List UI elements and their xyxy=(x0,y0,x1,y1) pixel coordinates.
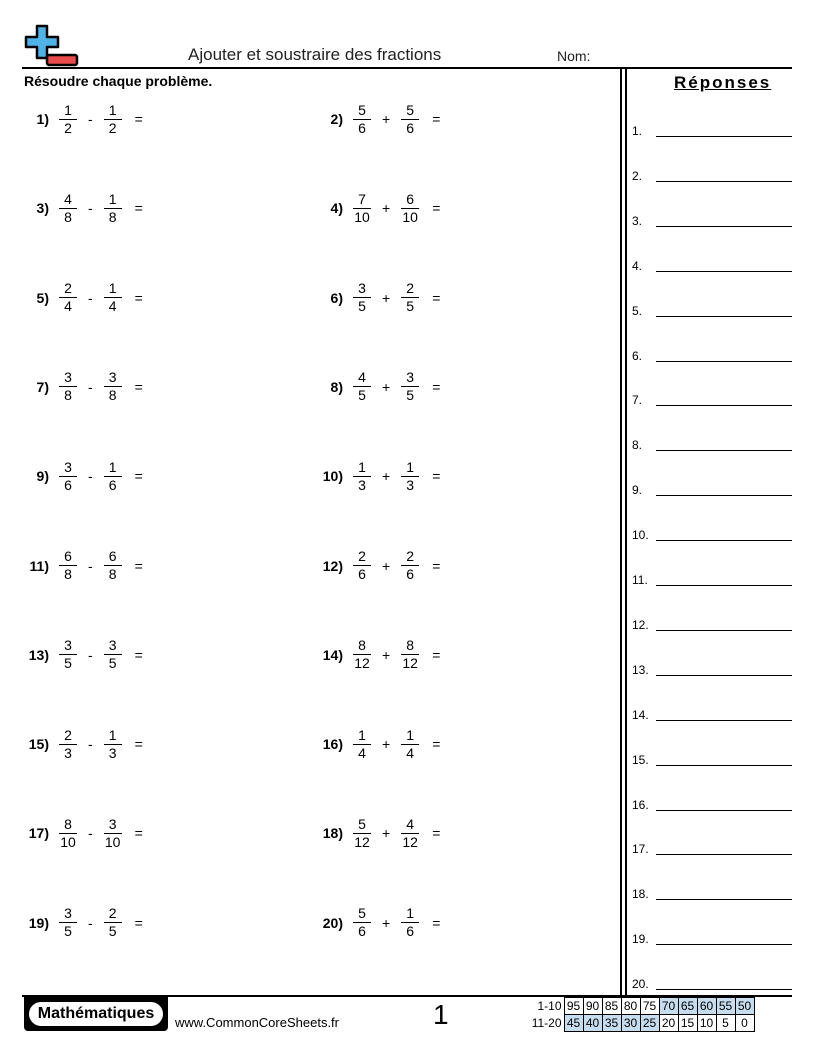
answer-label: 16. xyxy=(632,797,649,812)
operator: + xyxy=(382,736,391,753)
denominator: 12 xyxy=(402,655,418,672)
answer-line-1 xyxy=(632,122,792,138)
fraction xyxy=(58,905,78,940)
operator: + xyxy=(382,289,391,306)
problem-number: 1) xyxy=(36,111,49,127)
score-cell: 5 xyxy=(716,1015,735,1032)
denominator: 3 xyxy=(358,476,366,493)
answer-line-19 xyxy=(632,930,792,946)
problem-number: 2) xyxy=(330,111,343,127)
numerator: 2 xyxy=(108,905,117,922)
score-cell: 70 xyxy=(659,998,678,1015)
denominator: 5 xyxy=(108,655,117,672)
numerator: 1 xyxy=(108,280,117,297)
answer-label: 14. xyxy=(632,707,649,722)
operator: - xyxy=(88,646,93,663)
answer-blank xyxy=(656,765,792,766)
answer-blank xyxy=(656,540,792,541)
problem-19 xyxy=(13,901,143,945)
answer-label: 19. xyxy=(632,932,649,947)
answer-label: 7. xyxy=(632,393,643,408)
denominator: 2 xyxy=(108,119,117,136)
fraction xyxy=(58,459,78,494)
equals-sign: = xyxy=(432,378,441,395)
score-cell: 55 xyxy=(716,998,735,1015)
fraction xyxy=(400,727,420,762)
fraction xyxy=(352,816,372,851)
fraction xyxy=(103,548,123,583)
numerator: 1 xyxy=(108,726,117,743)
fraction xyxy=(352,459,372,494)
answer-blank xyxy=(656,854,792,855)
answer-label: 20. xyxy=(632,977,649,992)
numerator: 8 xyxy=(64,815,72,832)
numerator: 1 xyxy=(108,190,117,207)
numerator: 6 xyxy=(406,190,415,207)
answer-label: 3. xyxy=(632,213,643,228)
equals-sign: = xyxy=(432,736,441,753)
score-cell: 10 xyxy=(697,1015,716,1032)
numerator: 4 xyxy=(406,815,415,832)
answer-label: 5. xyxy=(632,303,643,318)
score-cell: 45 xyxy=(564,1015,583,1032)
answer-line-14 xyxy=(632,706,792,722)
page-number: 1 xyxy=(433,999,449,1030)
score-cell: 60 xyxy=(697,998,716,1015)
fraction xyxy=(103,280,123,315)
operator: + xyxy=(382,468,391,485)
answer-line-18 xyxy=(632,885,792,901)
answer-line-7 xyxy=(632,391,792,407)
answer-blank xyxy=(656,585,792,586)
numerator: 3 xyxy=(108,637,117,654)
numerator: 1 xyxy=(108,458,117,475)
problem-number: 11) xyxy=(29,557,49,574)
answer-blank xyxy=(656,495,792,496)
problem-17 xyxy=(13,811,143,855)
answer-line-9 xyxy=(632,481,792,497)
problem-4 xyxy=(307,186,440,230)
numerator: 2 xyxy=(64,280,72,297)
answer-line-5 xyxy=(632,302,792,318)
operator: - xyxy=(88,914,93,931)
denominator: 2 xyxy=(64,119,72,136)
operator: + xyxy=(382,378,391,395)
equals-sign: = xyxy=(134,200,143,217)
fraction xyxy=(352,905,372,940)
denominator: 8 xyxy=(64,208,72,225)
answer-label: 17. xyxy=(632,842,649,857)
numerator: 2 xyxy=(406,280,415,297)
numerator: 3 xyxy=(64,905,72,922)
problem-number: 10) xyxy=(322,468,343,485)
fraction xyxy=(352,637,372,672)
answer-blank xyxy=(656,899,792,900)
denominator: 6 xyxy=(108,476,117,493)
equals-sign: = xyxy=(134,646,143,663)
fraction xyxy=(352,727,372,762)
numerator: 8 xyxy=(406,637,415,654)
numerator: 5 xyxy=(406,101,415,118)
numerator: 1 xyxy=(108,101,117,118)
operator: + xyxy=(382,914,391,931)
answer-line-12 xyxy=(632,616,792,632)
answer-label: 10. xyxy=(632,528,649,543)
denominator: 6 xyxy=(358,119,366,136)
numerator: 4 xyxy=(358,369,366,386)
fraction xyxy=(352,191,372,226)
problem-9 xyxy=(13,454,143,498)
answer-label: 2. xyxy=(632,168,643,183)
denominator: 10 xyxy=(104,833,121,850)
numerator: 3 xyxy=(108,369,117,386)
operator: - xyxy=(88,825,93,842)
problem-number: 19) xyxy=(28,914,49,931)
equals-sign: = xyxy=(134,468,143,485)
fraction xyxy=(400,459,420,494)
score-cell: 15 xyxy=(678,1015,697,1032)
numerator: 6 xyxy=(108,548,117,564)
problem-number: 8) xyxy=(330,378,343,395)
operator: - xyxy=(88,289,93,306)
problem-number: 15) xyxy=(28,736,49,753)
denominator: 6 xyxy=(64,476,72,493)
numerator: 4 xyxy=(64,190,72,207)
fraction xyxy=(103,102,123,137)
answer-line-4 xyxy=(632,257,792,273)
denominator: 5 xyxy=(358,387,366,404)
subject-badge xyxy=(24,997,168,1031)
problem-13 xyxy=(13,633,143,677)
equals-sign: = xyxy=(134,825,143,842)
problem-6 xyxy=(307,276,440,320)
problem-14 xyxy=(307,633,440,677)
numerator: 8 xyxy=(358,637,366,654)
answer-blank xyxy=(656,226,792,227)
denominator: 5 xyxy=(64,655,72,672)
problem-number: 9) xyxy=(36,468,49,485)
operator: - xyxy=(88,468,93,485)
score-cell: 40 xyxy=(583,1015,602,1032)
answer-line-15 xyxy=(632,751,792,767)
denominator: 8 xyxy=(108,387,117,404)
answer-label: 12. xyxy=(632,617,649,632)
denominator: 8 xyxy=(64,387,72,404)
problem-number: 12) xyxy=(322,557,343,574)
numerator: 6 xyxy=(64,548,72,564)
answer-blank xyxy=(656,450,792,451)
answer-blank xyxy=(656,720,792,721)
fraction xyxy=(103,459,123,494)
instructions: Résoudre chaque problème. xyxy=(24,73,213,89)
answer-blank xyxy=(656,316,792,317)
answer-blank xyxy=(656,361,792,362)
answer-column-divider xyxy=(620,68,622,995)
fraction xyxy=(400,548,420,583)
problem-8 xyxy=(307,365,440,409)
problem-18 xyxy=(307,811,440,855)
equals-sign: = xyxy=(432,468,441,485)
problem-20 xyxy=(307,901,440,945)
answers-title: Réponses xyxy=(674,73,772,92)
header-rule xyxy=(22,67,792,69)
equals-sign: = xyxy=(432,646,441,663)
equals-sign: = xyxy=(134,289,143,306)
problem-7 xyxy=(13,365,143,409)
problem-12 xyxy=(307,544,440,588)
equals-sign: = xyxy=(432,200,441,217)
fraction xyxy=(58,369,78,404)
answer-blank xyxy=(656,944,792,945)
answer-blank xyxy=(656,405,792,406)
fraction xyxy=(400,816,420,851)
footer-url: www.CommonCoreSheets.fr xyxy=(175,1015,339,1030)
numerator: 3 xyxy=(406,369,415,386)
denominator: 4 xyxy=(358,744,366,761)
answer-label: 4. xyxy=(632,258,643,273)
score-cell: 85 xyxy=(602,998,621,1015)
numerator: 3 xyxy=(64,458,72,475)
numerator: 1 xyxy=(358,726,366,743)
score-row-label: 11-20 xyxy=(531,1016,562,1030)
equals-sign: = xyxy=(432,289,441,306)
problem-5 xyxy=(13,276,143,320)
numerator: 3 xyxy=(64,369,72,386)
answer-label: 18. xyxy=(632,887,649,902)
answer-line-3 xyxy=(632,212,792,228)
fraction xyxy=(103,816,123,851)
score-cell: 90 xyxy=(583,998,602,1015)
fraction xyxy=(400,102,420,137)
denominator: 3 xyxy=(406,476,415,493)
answer-blank xyxy=(656,989,792,990)
answer-line-2 xyxy=(632,167,792,183)
answer-column-divider xyxy=(625,68,627,995)
numerator: 5 xyxy=(358,101,366,118)
denominator: 8 xyxy=(64,566,72,582)
fraction xyxy=(103,369,123,404)
numerator: 3 xyxy=(64,637,72,654)
numerator: 5 xyxy=(358,905,366,922)
fraction xyxy=(58,637,78,672)
fraction xyxy=(58,280,78,315)
score-row xyxy=(530,998,754,1015)
denominator: 10 xyxy=(354,208,370,225)
answer-label: 11. xyxy=(632,573,648,587)
denominator: 6 xyxy=(406,923,415,940)
denominator: 5 xyxy=(64,923,72,940)
operator: - xyxy=(88,200,93,217)
fraction xyxy=(58,102,78,137)
denominator: 10 xyxy=(60,833,76,850)
problem-number: 17) xyxy=(28,825,49,842)
fraction xyxy=(103,191,123,226)
equals-sign: = xyxy=(432,557,441,574)
fraction xyxy=(400,280,420,315)
numerator: 2 xyxy=(406,548,415,564)
answer-line-6 xyxy=(632,347,792,363)
answer-label: 1. xyxy=(632,124,643,138)
problem-number: 16) xyxy=(322,736,343,753)
numerator: 1 xyxy=(64,101,72,118)
denominator: 5 xyxy=(358,298,366,315)
problem-number: 4) xyxy=(330,200,343,217)
plus-minus-icon xyxy=(22,24,80,68)
subject-badge-label: Mathématiques xyxy=(29,1002,163,1026)
numerator: 2 xyxy=(64,726,72,743)
problem-1 xyxy=(13,97,143,141)
fraction xyxy=(58,548,78,583)
score-cell: 75 xyxy=(640,998,659,1015)
denominator: 6 xyxy=(358,566,366,582)
operator: + xyxy=(382,111,391,127)
answer-line-11 xyxy=(632,571,792,587)
answer-label: 6. xyxy=(632,348,643,363)
denominator: 5 xyxy=(406,387,415,404)
answer-line-10 xyxy=(632,526,792,542)
answer-line-16 xyxy=(632,796,792,812)
fraction xyxy=(103,905,123,940)
denominator: 12 xyxy=(354,655,370,672)
problem-number: 20) xyxy=(322,914,343,931)
fraction xyxy=(352,548,372,583)
denominator: 12 xyxy=(354,833,370,850)
problem-number: 14) xyxy=(322,646,343,663)
denominator: 4 xyxy=(64,298,72,315)
fraction xyxy=(58,191,78,226)
answer-line-17 xyxy=(632,840,792,856)
score-cell: 95 xyxy=(564,998,583,1015)
fraction xyxy=(400,191,420,226)
equals-sign: = xyxy=(134,111,143,127)
denominator: 5 xyxy=(406,298,415,315)
operator: + xyxy=(382,557,391,574)
score-cell: 65 xyxy=(678,998,697,1015)
denominator: 12 xyxy=(402,833,418,850)
numerator: 3 xyxy=(358,280,366,297)
operator: - xyxy=(88,111,93,127)
answer-label: 15. xyxy=(632,752,649,767)
problem-10 xyxy=(307,454,440,498)
problem-number: 5) xyxy=(36,289,49,306)
problem-11 xyxy=(13,544,143,588)
answer-blank xyxy=(656,181,792,182)
score-cell: 35 xyxy=(602,1015,621,1032)
fraction xyxy=(352,369,372,404)
fraction xyxy=(352,102,372,137)
equals-sign: = xyxy=(134,914,143,931)
answer-blank xyxy=(656,136,792,137)
numerator: 7 xyxy=(358,190,366,207)
score-cell: 0 xyxy=(735,1015,754,1032)
score-cell: 50 xyxy=(735,998,754,1015)
fraction xyxy=(58,727,78,762)
numerator: 1 xyxy=(406,726,415,743)
operator: + xyxy=(382,825,391,842)
answer-blank xyxy=(656,630,792,631)
fraction xyxy=(58,816,78,851)
denominator: 3 xyxy=(64,744,72,761)
answer-label: 8. xyxy=(632,438,643,453)
operator: - xyxy=(88,557,93,574)
answer-blank xyxy=(656,810,792,811)
equals-sign: = xyxy=(432,825,441,842)
problem-number: 3) xyxy=(36,200,49,217)
problem-3 xyxy=(13,186,143,230)
equals-sign: = xyxy=(134,378,143,395)
denominator: 3 xyxy=(108,744,117,761)
fraction xyxy=(103,727,123,762)
denominator: 4 xyxy=(406,744,415,761)
problem-16 xyxy=(307,722,440,766)
numerator: 2 xyxy=(358,548,366,564)
answer-blank xyxy=(656,271,792,272)
denominator: 6 xyxy=(406,119,415,136)
answer-label: 9. xyxy=(632,483,643,498)
numerator: 1 xyxy=(358,458,366,475)
fraction xyxy=(400,905,420,940)
answer-line-13 xyxy=(632,661,792,677)
denominator: 8 xyxy=(108,208,117,225)
problem-2 xyxy=(307,97,440,141)
name-label: Nom: xyxy=(557,48,591,64)
numerator: 5 xyxy=(358,815,366,832)
fraction xyxy=(400,637,420,672)
operator: - xyxy=(88,378,93,395)
equals-sign: = xyxy=(134,736,143,753)
fraction xyxy=(352,280,372,315)
operator: - xyxy=(88,736,93,753)
numerator: 1 xyxy=(406,458,415,475)
score-table xyxy=(530,997,755,1032)
numerator: 3 xyxy=(108,815,117,832)
score-cell: 20 xyxy=(659,1015,678,1032)
denominator: 6 xyxy=(358,923,366,940)
problem-number: 13) xyxy=(28,646,49,663)
denominator: 6 xyxy=(406,566,415,582)
problem-number: 6) xyxy=(330,289,343,306)
equals-sign: = xyxy=(134,557,143,574)
answer-line-20 xyxy=(632,975,792,991)
denominator: 10 xyxy=(402,208,418,225)
score-cell: 25 xyxy=(640,1015,659,1032)
denominator: 8 xyxy=(108,566,117,582)
equals-sign: = xyxy=(432,111,441,127)
problem-number: 18) xyxy=(322,825,343,842)
score-cell: 80 xyxy=(621,998,640,1015)
answer-blank xyxy=(656,675,792,676)
answer-label: 13. xyxy=(632,662,649,677)
score-row-label: 1-10 xyxy=(537,999,562,1013)
worksheet-title: Ajouter et soustraire des fractions xyxy=(188,45,442,64)
problem-number: 7) xyxy=(36,378,49,395)
fraction xyxy=(103,637,123,672)
operator: + xyxy=(382,200,391,217)
numerator: 1 xyxy=(406,905,415,922)
equals-sign: = xyxy=(432,914,441,931)
answer-line-8 xyxy=(632,436,792,452)
fraction xyxy=(400,369,420,404)
score-cell: 30 xyxy=(621,1015,640,1032)
denominator: 4 xyxy=(108,298,117,315)
denominator: 5 xyxy=(108,923,117,940)
operator: + xyxy=(382,646,391,663)
score-row xyxy=(530,1015,754,1032)
problem-15 xyxy=(13,722,143,766)
